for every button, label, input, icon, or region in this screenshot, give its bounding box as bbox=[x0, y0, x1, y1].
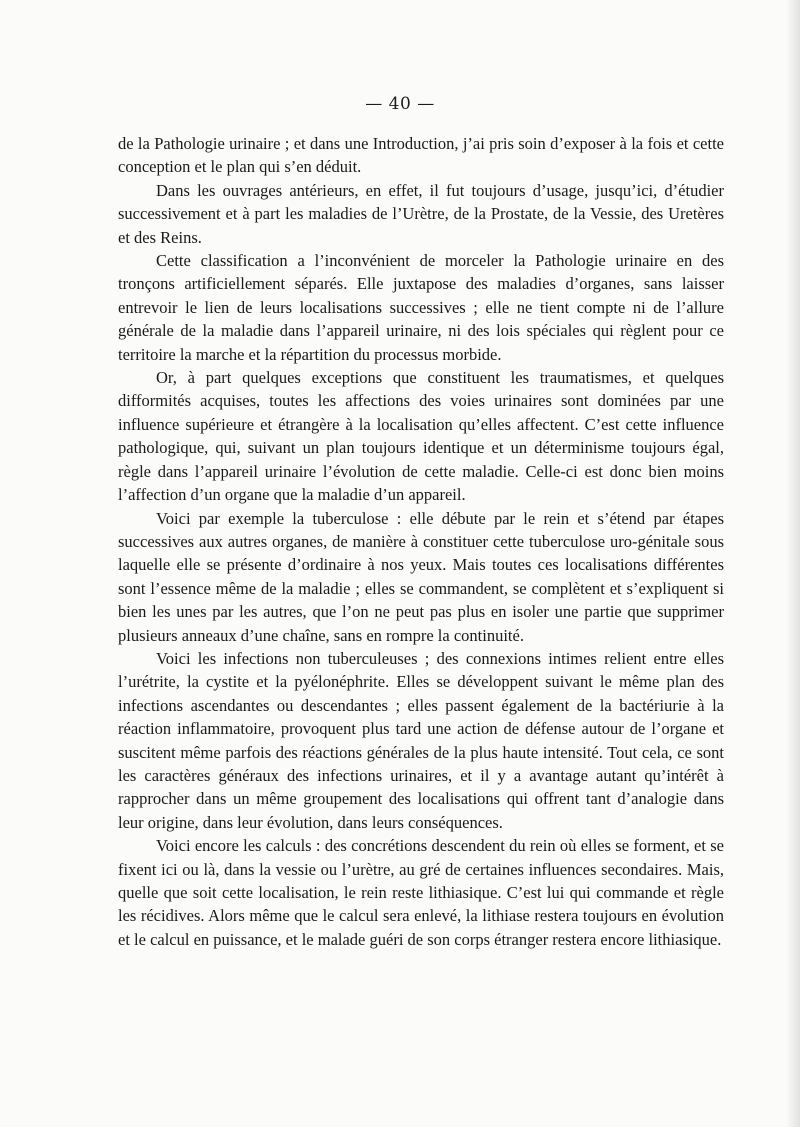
paragraph: Voici par exemple la tuberculose : elle débute par le rein et s’étend par étapes successives aux autres organes, de manière à constituer cette tuberculose uro-génitale sous laquelle elle se présente d’ordinaire à nos yeux. Mais toutes ces localisations différentes sont l’essence même de la maladie ; elles se commandent, se complètent et s’expliquent si bien les unes par les autres, que l’on ne peut pas plus en isoler une partie que supprimer plusieurs anneaux d’une chaîne, sans en rompre la continuité. bbox=[118, 508, 724, 645]
paragraph: Or, à part quelques exceptions que constituent les traumatismes, et quelques difformités acquises, toutes les affections des voies urinaires sont dominées par une influence supérieure et étrangère à la localisation qu’elles affectent. C’est cette influence pathologique, qui, suivant un plan toujours identique et un déterminisme toujours égal, règle dans l’appareil urinaire l’évolution de cette maladie. Celle-ci est donc bien moins l’affection d’un organe que la maladie d’un appareil. bbox=[118, 368, 724, 505]
paragraph-continuation: de la Pathologie urinaire ; et dans une Introduction, j’ai pris soin d’exposer à la fois et cette conception et le plan qui s’en déduit. bbox=[118, 134, 724, 177]
page-number: — 40 — bbox=[365, 94, 435, 114]
paragraph: Voici les infections non tuberculeuses ; des connexions intimes relient entre elles l’urétrite, la cystite et la pyélonéphrite. Elles se développent suivant le même plan des infections ascendantes ou descendantes ; elles passent également de la bactériurie à la réaction inflammatoire, provoquent plus tard une action de défense autour de l’organe et suscitent même parfois des réactions générales de la plus haute intensité. Tout cela, ce sont les caractères généraux des infections urinaires, et il y a avantage autant qu’intérêt à rapprocher dans un même groupement des localisations qui offrent tant d’analogie dans leur origine, dans leur évolution, dans leurs conséquences. bbox=[118, 648, 724, 832]
paragraph: Voici encore les calculs : des concrétions descendent du rein où elles se forment, et se fixent ici ou là, dans la vessie ou l’urètre, au gré de certaines influences secondaires. Mais, quelle que soit cette localisation, le rein reste lithiasique. C’est lui qui commande et règle les récidives. Alors même que le calcul sera enlevé, la lithiase restera toujours en évolution et le calcul en puissance, et le malade guéri de son corps étranger restera encore lithiasique. bbox=[118, 836, 724, 949]
body-text bbox=[118, 132, 724, 951]
paragraph: Cette classification a l’inconvénient de morceler la Pathologie urinaire en des tronçons artificiellement séparés. Elle juxtapose des maladies d’organes, sans laisser entrevoir le lien de leurs localisations successives ; elle ne tient compte ni de l’allure générale de la maladie dans l’appareil urinaire, ni des lois spéciales qui règlent pour ce territoire la marche et la répartition du processus morbide. bbox=[118, 251, 724, 364]
paragraph: Dans les ouvrages antérieurs, en effet, il fut toujours d’usage, jusqu’ici, d’étudier successivement et à part les maladies de l’Urètre, de la Prostate, de la Vessie, des Uretères et des Reins. bbox=[118, 180, 724, 247]
